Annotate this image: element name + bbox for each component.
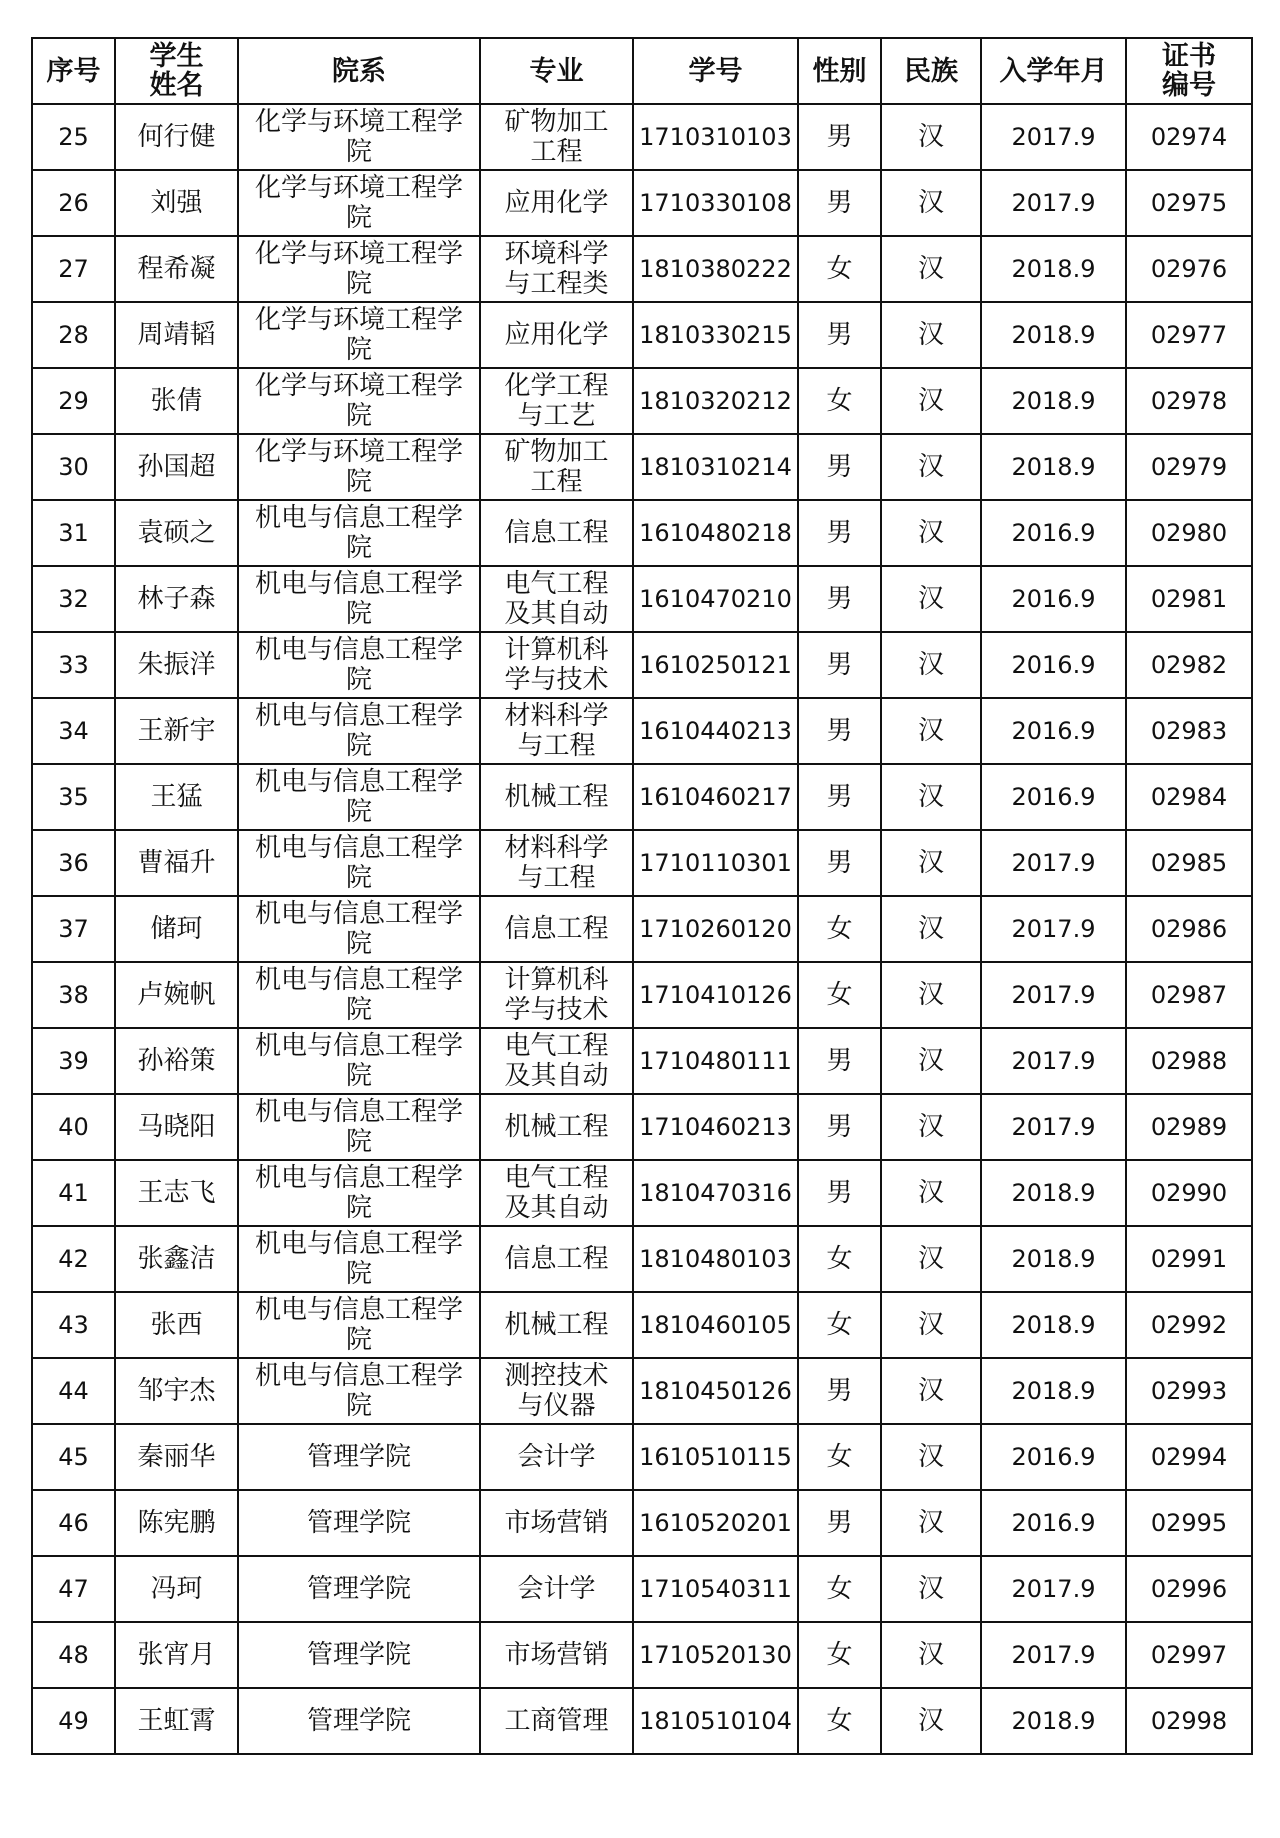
- cell-department: 机电与信息工程学院: [238, 764, 480, 830]
- cell-student-id: 1810510104: [633, 1688, 798, 1754]
- cell-gender: 女: [798, 236, 881, 302]
- table-row: [32, 500, 1252, 566]
- cell-student-id: 1810470316: [633, 1160, 798, 1226]
- cell-cert-no: 02996: [1126, 1556, 1252, 1622]
- cell-seq: 25: [32, 104, 115, 170]
- header-cert-no: 证书编号: [1126, 38, 1252, 104]
- table-row: [32, 1358, 1252, 1424]
- cell-seq: 39: [32, 1028, 115, 1094]
- cell-enroll-date: 2017.9: [981, 1094, 1126, 1160]
- cell-enroll-date: 2018.9: [981, 434, 1126, 500]
- cell-ethnicity: 汉: [881, 1226, 981, 1292]
- cell-seq: 30: [32, 434, 115, 500]
- cell-ethnicity: 汉: [881, 1490, 981, 1556]
- cell-name: 卢婉帆: [115, 962, 238, 1028]
- cell-enroll-date: 2016.9: [981, 500, 1126, 566]
- table-row: [32, 764, 1252, 830]
- cell-student-id: 1810450126: [633, 1358, 798, 1424]
- cell-gender: 女: [798, 1556, 881, 1622]
- cell-major: 会计学: [480, 1424, 633, 1490]
- cell-seq: 34: [32, 698, 115, 764]
- cell-cert-no: 02985: [1126, 830, 1252, 896]
- cell-cert-no: 02983: [1126, 698, 1252, 764]
- cell-seq: 42: [32, 1226, 115, 1292]
- header-department: 院系: [238, 38, 480, 104]
- cell-department: 化学与环境工程学院: [238, 368, 480, 434]
- cell-student-id: 1610250121: [633, 632, 798, 698]
- certificate-table: [31, 37, 1253, 1755]
- cell-seq: 28: [32, 302, 115, 368]
- cell-ethnicity: 汉: [881, 1556, 981, 1622]
- cell-department: 机电与信息工程学院: [238, 500, 480, 566]
- cell-ethnicity: 汉: [881, 632, 981, 698]
- header-ethnicity: 民族: [881, 38, 981, 104]
- cell-cert-no: 02991: [1126, 1226, 1252, 1292]
- cell-name: 张倩: [115, 368, 238, 434]
- cell-cert-no: 02974: [1126, 104, 1252, 170]
- cell-cert-no: 02998: [1126, 1688, 1252, 1754]
- cell-ethnicity: 汉: [881, 830, 981, 896]
- cell-gender: 男: [798, 566, 881, 632]
- cell-name: 马晓阳: [115, 1094, 238, 1160]
- cell-ethnicity: 汉: [881, 1160, 981, 1226]
- table-row: [32, 434, 1252, 500]
- cell-ethnicity: 汉: [881, 434, 981, 500]
- table-row: [32, 1160, 1252, 1226]
- cell-major: 应用化学: [480, 302, 633, 368]
- cell-gender: 女: [798, 1292, 881, 1358]
- header-student-id: 学号: [633, 38, 798, 104]
- table-row: [32, 1490, 1252, 1556]
- cell-major: 矿物加工工程: [480, 104, 633, 170]
- cell-enroll-date: 2018.9: [981, 1160, 1126, 1226]
- cell-major: 信息工程: [480, 896, 633, 962]
- cell-enroll-date: 2016.9: [981, 1424, 1126, 1490]
- cell-seq: 29: [32, 368, 115, 434]
- cell-major: 测控技术与仪器: [480, 1358, 633, 1424]
- cell-gender: 女: [798, 962, 881, 1028]
- table-row: [32, 698, 1252, 764]
- cell-seq: 44: [32, 1358, 115, 1424]
- cell-gender: 男: [798, 500, 881, 566]
- cell-name: 曹福升: [115, 830, 238, 896]
- cell-enroll-date: 2016.9: [981, 566, 1126, 632]
- cell-department: 机电与信息工程学院: [238, 1160, 480, 1226]
- cell-major: 应用化学: [480, 170, 633, 236]
- cell-enroll-date: 2018.9: [981, 1688, 1126, 1754]
- cell-cert-no: 02975: [1126, 170, 1252, 236]
- cell-student-id: 1710460213: [633, 1094, 798, 1160]
- table-row: [32, 830, 1252, 896]
- cell-gender: 女: [798, 1622, 881, 1688]
- cell-name: 邹宇杰: [115, 1358, 238, 1424]
- cell-department: 机电与信息工程学院: [238, 566, 480, 632]
- cell-ethnicity: 汉: [881, 500, 981, 566]
- cell-ethnicity: 汉: [881, 170, 981, 236]
- table-row: [32, 1094, 1252, 1160]
- cell-department: 机电与信息工程学院: [238, 1028, 480, 1094]
- cell-seq: 49: [32, 1688, 115, 1754]
- cell-student-id: 1610440213: [633, 698, 798, 764]
- cell-gender: 男: [798, 302, 881, 368]
- cell-gender: 男: [798, 830, 881, 896]
- cell-department: 机电与信息工程学院: [238, 896, 480, 962]
- cell-name: 王新宇: [115, 698, 238, 764]
- cell-major: 信息工程: [480, 500, 633, 566]
- cell-major: 电气工程及其自动: [480, 566, 633, 632]
- cell-seq: 35: [32, 764, 115, 830]
- cell-department: 机电与信息工程学院: [238, 1094, 480, 1160]
- cell-ethnicity: 汉: [881, 104, 981, 170]
- cell-major: 化学工程与工艺: [480, 368, 633, 434]
- cell-department: 化学与环境工程学院: [238, 236, 480, 302]
- cell-major: 机械工程: [480, 1292, 633, 1358]
- cell-major: 工商管理: [480, 1688, 633, 1754]
- table-row: [32, 1688, 1252, 1754]
- cell-name: 张西: [115, 1292, 238, 1358]
- table-row: [32, 962, 1252, 1028]
- cell-major: 材料科学与工程: [480, 830, 633, 896]
- cell-department: 机电与信息工程学院: [238, 1226, 480, 1292]
- cell-cert-no: 02994: [1126, 1424, 1252, 1490]
- cell-gender: 女: [798, 368, 881, 434]
- header-gender: 性别: [798, 38, 881, 104]
- header-enroll-date: 入学年月: [981, 38, 1126, 104]
- cell-major: 材料科学与工程: [480, 698, 633, 764]
- cell-name: 王志飞: [115, 1160, 238, 1226]
- cell-ethnicity: 汉: [881, 1688, 981, 1754]
- table-row: [32, 302, 1252, 368]
- cell-student-id: 1710480111: [633, 1028, 798, 1094]
- table-row: [32, 1028, 1252, 1094]
- cell-department: 管理学院: [238, 1424, 480, 1490]
- cell-name: 林子森: [115, 566, 238, 632]
- cell-enroll-date: 2018.9: [981, 1226, 1126, 1292]
- table-row: [32, 632, 1252, 698]
- cell-student-id: 1710330108: [633, 170, 798, 236]
- cell-seq: 45: [32, 1424, 115, 1490]
- cell-ethnicity: 汉: [881, 1292, 981, 1358]
- cell-ethnicity: 汉: [881, 236, 981, 302]
- cell-cert-no: 02997: [1126, 1622, 1252, 1688]
- cell-student-id: 1610480218: [633, 500, 798, 566]
- cell-cert-no: 02976: [1126, 236, 1252, 302]
- cell-major: 机械工程: [480, 764, 633, 830]
- cell-enroll-date: 2017.9: [981, 170, 1126, 236]
- cell-major: 会计学: [480, 1556, 633, 1622]
- cell-enroll-date: 2016.9: [981, 632, 1126, 698]
- cell-department: 管理学院: [238, 1688, 480, 1754]
- cell-student-id: 1810310214: [633, 434, 798, 500]
- cell-gender: 男: [798, 632, 881, 698]
- cell-department: 机电与信息工程学院: [238, 1292, 480, 1358]
- cell-enroll-date: 2018.9: [981, 1292, 1126, 1358]
- cell-cert-no: 02977: [1126, 302, 1252, 368]
- cell-name: 何行健: [115, 104, 238, 170]
- cell-seq: 37: [32, 896, 115, 962]
- cell-seq: 46: [32, 1490, 115, 1556]
- cell-ethnicity: 汉: [881, 1622, 981, 1688]
- header-major: 专业: [480, 38, 633, 104]
- cell-enroll-date: 2016.9: [981, 764, 1126, 830]
- cell-ethnicity: 汉: [881, 302, 981, 368]
- cell-name: 陈宪鹏: [115, 1490, 238, 1556]
- cell-cert-no: 02979: [1126, 434, 1252, 500]
- cell-major: 计算机科学与技术: [480, 962, 633, 1028]
- cell-ethnicity: 汉: [881, 1028, 981, 1094]
- cell-student-id: 1810460105: [633, 1292, 798, 1358]
- table-row: [32, 1556, 1252, 1622]
- cell-name: 袁硕之: [115, 500, 238, 566]
- cell-seq: 26: [32, 170, 115, 236]
- table-row: [32, 104, 1252, 170]
- cell-ethnicity: 汉: [881, 566, 981, 632]
- cell-seq: 27: [32, 236, 115, 302]
- cell-gender: 男: [798, 764, 881, 830]
- cell-cert-no: 02978: [1126, 368, 1252, 434]
- cell-enroll-date: 2017.9: [981, 830, 1126, 896]
- cell-department: 化学与环境工程学院: [238, 434, 480, 500]
- cell-seq: 48: [32, 1622, 115, 1688]
- cell-major: 市场营销: [480, 1622, 633, 1688]
- cell-name: 孙裕策: [115, 1028, 238, 1094]
- cell-enroll-date: 2017.9: [981, 104, 1126, 170]
- cell-major: 市场营销: [480, 1490, 633, 1556]
- table-row: [32, 566, 1252, 632]
- cell-gender: 男: [798, 1160, 881, 1226]
- table-row: [32, 368, 1252, 434]
- cell-gender: 女: [798, 1424, 881, 1490]
- cell-gender: 男: [798, 104, 881, 170]
- table-row: [32, 1424, 1252, 1490]
- cell-enroll-date: 2018.9: [981, 368, 1126, 434]
- cell-ethnicity: 汉: [881, 698, 981, 764]
- table-row: [32, 1622, 1252, 1688]
- cell-seq: 40: [32, 1094, 115, 1160]
- cell-student-id: 1610460217: [633, 764, 798, 830]
- cell-enroll-date: 2018.9: [981, 236, 1126, 302]
- cell-department: 机电与信息工程学院: [238, 1358, 480, 1424]
- cell-seq: 47: [32, 1556, 115, 1622]
- cell-name: 孙国超: [115, 434, 238, 500]
- cell-seq: 31: [32, 500, 115, 566]
- table-row: [32, 896, 1252, 962]
- cell-enroll-date: 2017.9: [981, 1622, 1126, 1688]
- header-name: 学生姓名: [115, 38, 238, 104]
- cell-enroll-date: 2016.9: [981, 1490, 1126, 1556]
- cell-name: 张鑫洁: [115, 1226, 238, 1292]
- cell-name: 秦丽华: [115, 1424, 238, 1490]
- cell-enroll-date: 2018.9: [981, 1358, 1126, 1424]
- cell-student-id: 1710540311: [633, 1556, 798, 1622]
- cell-department: 机电与信息工程学院: [238, 698, 480, 764]
- cell-cert-no: 02992: [1126, 1292, 1252, 1358]
- cell-major: 电气工程及其自动: [480, 1028, 633, 1094]
- cell-seq: 43: [32, 1292, 115, 1358]
- cell-student-id: 1610520201: [633, 1490, 798, 1556]
- cell-gender: 女: [798, 1688, 881, 1754]
- cell-major: 机械工程: [480, 1094, 633, 1160]
- cell-seq: 32: [32, 566, 115, 632]
- cell-name: 张宵月: [115, 1622, 238, 1688]
- cell-gender: 男: [798, 1490, 881, 1556]
- cell-major: 信息工程: [480, 1226, 633, 1292]
- cell-name: 王猛: [115, 764, 238, 830]
- cell-cert-no: 02982: [1126, 632, 1252, 698]
- cell-name: 冯珂: [115, 1556, 238, 1622]
- cell-name: 刘强: [115, 170, 238, 236]
- cell-department: 管理学院: [238, 1556, 480, 1622]
- cell-ethnicity: 汉: [881, 1424, 981, 1490]
- cell-student-id: 1710110301: [633, 830, 798, 896]
- cell-name: 储珂: [115, 896, 238, 962]
- cell-seq: 41: [32, 1160, 115, 1226]
- cell-ethnicity: 汉: [881, 368, 981, 434]
- cell-student-id: 1710410126: [633, 962, 798, 1028]
- cell-gender: 男: [798, 1358, 881, 1424]
- cell-gender: 女: [798, 1226, 881, 1292]
- cell-department: 化学与环境工程学院: [238, 104, 480, 170]
- cell-gender: 男: [798, 1028, 881, 1094]
- cell-seq: 33: [32, 632, 115, 698]
- cell-major: 电气工程及其自动: [480, 1160, 633, 1226]
- cell-major: 计算机科学与技术: [480, 632, 633, 698]
- table-row: [32, 236, 1252, 302]
- cell-cert-no: 02995: [1126, 1490, 1252, 1556]
- table-row: [32, 1292, 1252, 1358]
- cell-cert-no: 02993: [1126, 1358, 1252, 1424]
- cell-student-id: 1810380222: [633, 236, 798, 302]
- cell-ethnicity: 汉: [881, 962, 981, 1028]
- cell-department: 化学与环境工程学院: [238, 302, 480, 368]
- cell-gender: 男: [798, 434, 881, 500]
- cell-name: 程希凝: [115, 236, 238, 302]
- cell-department: 管理学院: [238, 1490, 480, 1556]
- cell-enroll-date: 2017.9: [981, 1028, 1126, 1094]
- cell-gender: 男: [798, 1094, 881, 1160]
- cell-gender: 女: [798, 896, 881, 962]
- cell-ethnicity: 汉: [881, 896, 981, 962]
- cell-cert-no: 02980: [1126, 500, 1252, 566]
- cell-seq: 36: [32, 830, 115, 896]
- cell-ethnicity: 汉: [881, 1358, 981, 1424]
- cell-cert-no: 02988: [1126, 1028, 1252, 1094]
- cell-major: 矿物加工工程: [480, 434, 633, 500]
- cell-cert-no: 02987: [1126, 962, 1252, 1028]
- table-row: [32, 1226, 1252, 1292]
- cell-name: 周靖韬: [115, 302, 238, 368]
- cell-major: 环境科学与工程类: [480, 236, 633, 302]
- cell-cert-no: 02989: [1126, 1094, 1252, 1160]
- cell-enroll-date: 2017.9: [981, 896, 1126, 962]
- header-seq: 序号: [32, 38, 115, 104]
- cell-cert-no: 02984: [1126, 764, 1252, 830]
- cell-ethnicity: 汉: [881, 1094, 981, 1160]
- cell-student-id: 1810320212: [633, 368, 798, 434]
- cell-department: 机电与信息工程学院: [238, 632, 480, 698]
- cell-student-id: 1710310103: [633, 104, 798, 170]
- table-body: [32, 104, 1252, 1754]
- cell-department: 机电与信息工程学院: [238, 962, 480, 1028]
- cell-cert-no: 02986: [1126, 896, 1252, 962]
- cell-department: 机电与信息工程学院: [238, 830, 480, 896]
- cell-student-id: 1810480103: [633, 1226, 798, 1292]
- cell-student-id: 1710520130: [633, 1622, 798, 1688]
- cell-cert-no: 02990: [1126, 1160, 1252, 1226]
- cell-cert-no: 02981: [1126, 566, 1252, 632]
- cell-name: 朱振洋: [115, 632, 238, 698]
- cell-department: 管理学院: [238, 1622, 480, 1688]
- cell-gender: 男: [798, 170, 881, 236]
- cell-enroll-date: 2017.9: [981, 962, 1126, 1028]
- cell-student-id: 1710260120: [633, 896, 798, 962]
- cell-enroll-date: 2016.9: [981, 698, 1126, 764]
- header-row: [32, 38, 1252, 104]
- cell-enroll-date: 2017.9: [981, 1556, 1126, 1622]
- cell-name: 王虹霄: [115, 1688, 238, 1754]
- cell-seq: 38: [32, 962, 115, 1028]
- cell-ethnicity: 汉: [881, 764, 981, 830]
- cell-student-id: 1810330215: [633, 302, 798, 368]
- cell-student-id: 1610470210: [633, 566, 798, 632]
- cell-gender: 男: [798, 698, 881, 764]
- table-row: [32, 170, 1252, 236]
- cell-student-id: 1610510115: [633, 1424, 798, 1490]
- cell-enroll-date: 2018.9: [981, 302, 1126, 368]
- cell-department: 化学与环境工程学院: [238, 170, 480, 236]
